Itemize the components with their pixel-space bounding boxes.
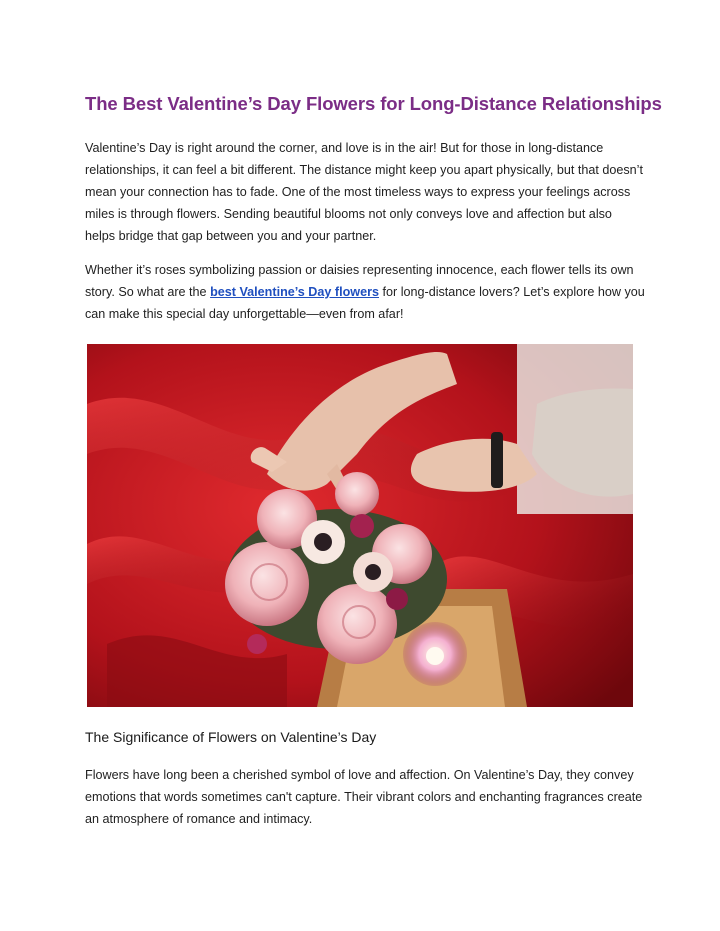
second-paragraph xyxy=(85,259,645,325)
best-flowers-link[interactable]: best Valentine’s Day flowers xyxy=(210,285,379,299)
section-heading: The Significance of Flowers on Valentine’s Day xyxy=(85,729,377,745)
article-title: The Best Valentine’s Day Flowers for Long-Distance Relationships xyxy=(85,93,662,114)
paragraph-text-before-link: Whether it’s roses symbolizing passion or daisies representing innocence, each flower tells its own story. So what are the xyxy=(85,263,634,299)
intro-paragraph: Valentine’s Day is right around the corner, and love is in the air! But for those in long-distance relationships, it can feel a bit different. The distance might keep you apart physically, but that doesn’t mean your connection has to fade. One of the most timeless ways to express your feelings across miles is through flowers. Sending beautiful blooms not only conveys love and affection but also helps bridge that gap between you and your partner. xyxy=(85,141,643,243)
bouquet-illustration xyxy=(87,344,633,707)
section-paragraph: Flowers have long been a cherished symbol of love and affection. On Valentine’s Day, they convey emotions that words sometimes can't capture. Their vibrant colors and enchanting fragrances create an atmosphere of romance and intimacy. xyxy=(85,768,643,826)
bouquet-photo xyxy=(87,344,633,707)
paragraph-text-after-link: for long-distance lovers? Let’s explore how you can make this special day unforgettable—even from afar! xyxy=(85,285,645,321)
